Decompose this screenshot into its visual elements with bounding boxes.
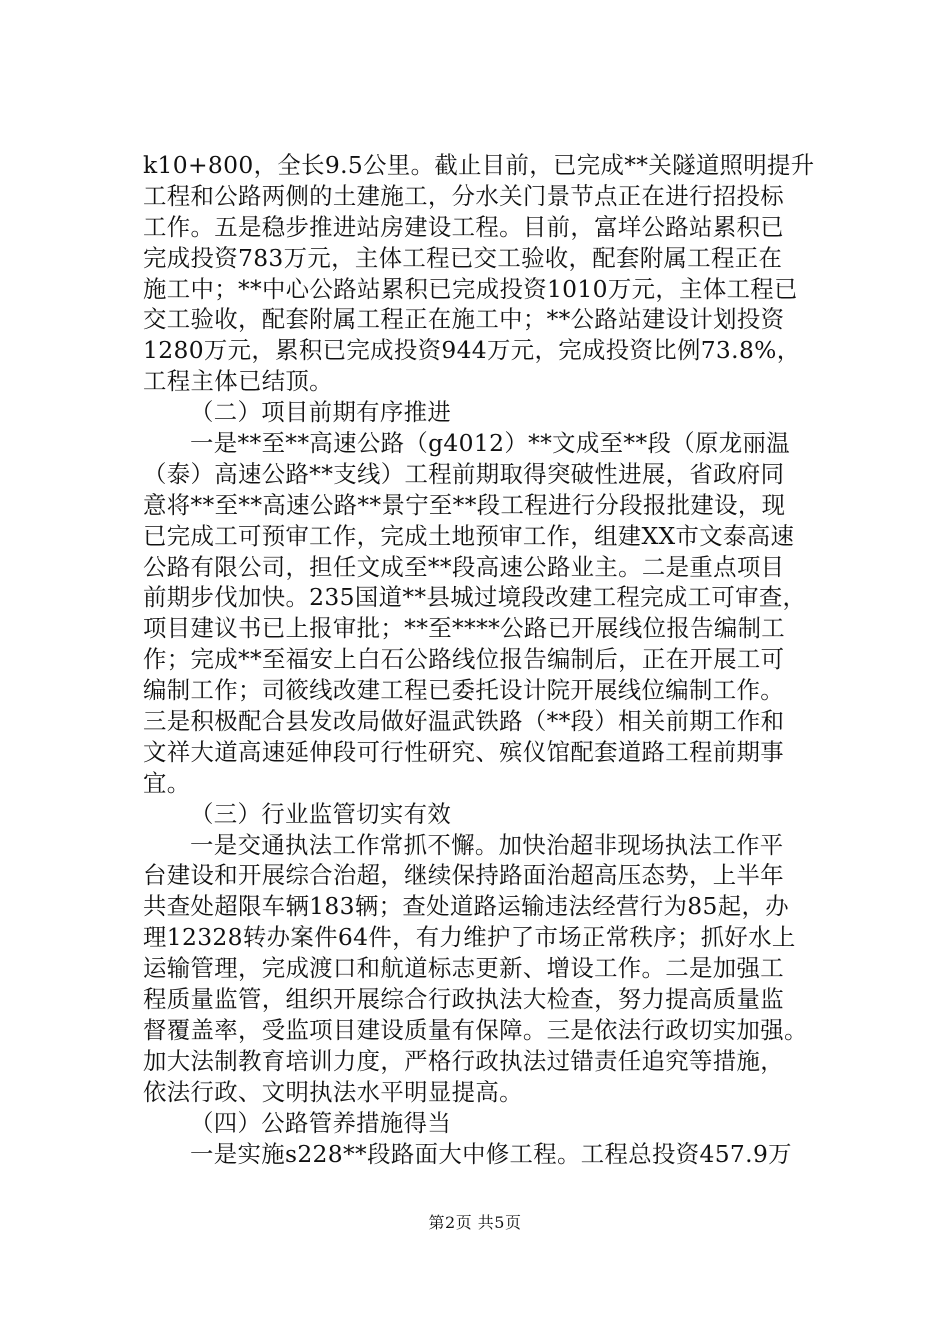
text-line: 工程和公路两侧的土建施工，分水关门景节点正在进行招投标	[143, 181, 784, 210]
paragraph-start-line: 一是交通执法工作常抓不懈。加快治超非现场执法工作平	[190, 830, 784, 859]
text-line: （泰）高速公路**支线）工程前期取得突破性进展，省政府同	[143, 459, 785, 488]
text-line: 理12328转办案件64件，有力维护了市场正常秩序；抓好水上	[143, 923, 796, 952]
text-line: 共查处超限车辆183辆；查处道路运输违法经营行为85起，办	[143, 892, 789, 921]
text-line: 督覆盖率，受监项目建设质量有保障。三是依法行政切实加强。	[143, 1015, 808, 1044]
paragraph-start-line: 一是实施s228**段路面大中修工程。工程总投资457.9万	[190, 1139, 792, 1168]
section-heading: （二）项目前期有序推进	[190, 398, 452, 427]
text-line: 编制工作；司筱线改建工程已委托设计院开展线位编制工作。	[143, 676, 784, 705]
text-line: 文祥大道高速延伸段可行性研究、殡仪馆配套道路工程前期事	[143, 737, 784, 766]
text-line: 加大法制教育培训力度，严格行政执法过错责任追究等措施，	[143, 1046, 784, 1075]
text-line: 施工中；**中心公路站累积已完成投资1010万元，主体工程已	[143, 274, 798, 303]
text-line: 交工验收，配套附属工程正在施工中；**公路站建设计划投资	[143, 305, 785, 334]
text-line: 依法行政、文明执法水平明显提高。	[143, 1077, 523, 1106]
paragraph-start-line: 一是**至**高速公路（g4012）**文成至**段（原龙丽温	[190, 429, 790, 458]
text-line: 三是积极配合县发改局做好温武铁路（**段）相关前期工作和	[143, 707, 785, 736]
text-line: 已完成工可预审工作，完成土地预审工作，组建XX市文泰高速	[143, 521, 795, 550]
text-line: 宜。	[143, 768, 191, 797]
text-line: 工程主体已结顶。	[143, 367, 333, 396]
text-line: 程质量监管，组织开展综合行政执法大检查，努力提高质量监	[143, 985, 784, 1014]
text-line: k10+800，全长9.5公里。截止目前，已完成**关隧道照明提升	[143, 151, 815, 179]
section-heading: （四）公路管养措施得当	[190, 1108, 452, 1137]
page-footer: 第2页 共5页	[428, 1213, 522, 1232]
text-line: 前期步伐加快。235国道**县城过境段改建工程完成工可审查，	[143, 583, 807, 612]
text-line: 意将**至**高速公路**景宁至**段工程进行分段报批建设，现	[143, 490, 786, 519]
text-line: 台建设和开展综合治超，继续保持路面治超高压态势，上半年	[143, 861, 784, 890]
text-line: 公路有限公司，担任文成至**段高速公路业主。二是重点项目	[143, 552, 785, 581]
text-line: 1280万元，累积已完成投资944万元，完成投资比例73.8%，	[143, 336, 801, 365]
text-line: 运输管理，完成渡口和航道标志更新、增设工作。二是加强工	[143, 954, 784, 983]
document-body	[143, 150, 833, 1169]
text-line: 作；完成**至福安上白石公路线位报告编制后，正在开展工可	[143, 645, 785, 674]
text-line: 完成投资783万元，主体工程已交工验收，配套附属工程正在	[143, 243, 783, 272]
text-line: 项目建议书已上报审批；**至****公路已开展线位报告编制工	[143, 614, 786, 643]
text-line: 工作。五是稳步推进站房建设工程。目前，富垟公路站累积已	[143, 212, 784, 241]
section-heading: （三）行业监管切实有效	[190, 799, 452, 828]
